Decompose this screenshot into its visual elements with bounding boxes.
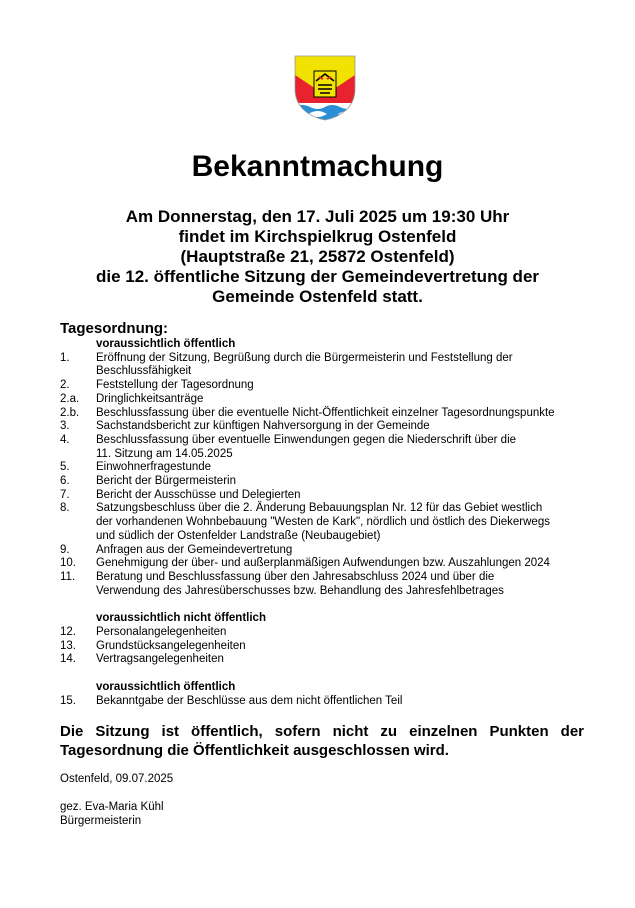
agenda-item-text <box>96 352 590 379</box>
agenda-item-line: Beschlussfassung über eventuelle Einwendungen gegen die Niederschrift über die <box>96 433 517 446</box>
agenda-item-text <box>96 434 590 461</box>
agenda-item-number: 8. <box>60 502 70 515</box>
agenda-item-text <box>96 502 590 543</box>
agenda-item-number: 10. <box>60 557 76 570</box>
agenda-item-line: Verwendung des Jahresüberschusses bzw. Behandlung des Jahresfehlbetrages <box>96 584 504 597</box>
agenda-item-number: 6. <box>60 475 70 488</box>
agenda-item-text <box>96 544 590 558</box>
agenda-item-number: 1. <box>60 351 70 364</box>
agenda-item-number: 2.b. <box>60 406 80 419</box>
agenda-item <box>60 379 590 393</box>
agenda-item-line: Vertragsangelegenheiten <box>96 653 224 666</box>
signatory-role: Bürgermeisterin <box>60 815 142 827</box>
agenda-item <box>60 653 590 667</box>
page-title: Bekanntmachung <box>191 150 444 183</box>
agenda-item-line: Anfragen aus der Gemeindevertretung <box>96 543 293 556</box>
agenda-item <box>60 695 590 709</box>
closing-line: Tagesordnung die Öffentlichkeit ausgeschlossen wird. <box>60 742 449 759</box>
agenda-item-number: 12. <box>60 626 76 639</box>
agenda-item-line: Bekanntgabe der Beschlüsse aus dem nicht öffentlichen Teil <box>96 694 403 707</box>
agenda-item-text <box>96 626 590 640</box>
agenda-item-text <box>96 475 590 489</box>
agenda-item-number: 7. <box>60 488 70 501</box>
agenda-item-text <box>96 379 590 393</box>
agenda-item <box>60 626 590 640</box>
closing-line: Die Sitzung ist öffentlich, sofern nicht zu einzelnen Punkten der <box>60 723 584 740</box>
agenda-item-text <box>96 571 590 598</box>
place-date: Ostenfeld, 09.07.2025 <box>60 773 174 785</box>
agenda-item-line: Grundstücksangelegenheiten <box>96 639 246 652</box>
agenda-item-line: und südlich der Ostenfelder Landstraße (Neubaugebiet) <box>96 529 381 542</box>
agenda-item-number: 5. <box>60 461 70 474</box>
agenda-item-number: 13. <box>60 639 76 652</box>
agenda-item-text <box>96 393 590 407</box>
agenda-item-line: Satzungsbeschluss über die 2. Änderung Bebauungsplan Nr. 12 für das Gebiet westlich <box>96 502 543 515</box>
agenda-item-line: Dringlichkeitsanträge <box>96 392 204 405</box>
agenda-item-text <box>96 420 590 434</box>
agenda-item <box>60 544 590 558</box>
agenda-item-number: 3. <box>60 420 70 433</box>
agenda-item-number: 14. <box>60 653 76 666</box>
agenda-item-line: Bericht der Ausschüsse und Delegierten <box>96 488 301 501</box>
agenda-item <box>60 571 590 598</box>
agenda-item-line: Beratung und Beschlussfassung über den Jahresabschluss 2024 und über die <box>96 570 495 583</box>
agenda-item-line: Beschlussfassung über die eventuelle Nicht-Öffentlichkeit einzelner Tagesordnungspunkte <box>96 406 555 419</box>
agenda-item <box>60 393 590 407</box>
section-gap <box>60 598 590 612</box>
agenda-item-line: der vorhandenen Wohnbebauung "Westen de Kark", nördlich und östlich des Diekerwegs <box>96 516 550 529</box>
agenda-item <box>60 557 590 571</box>
agenda-item-line: Eröffnung der Sitzung, Begrüßung durch die Bürgermeisterin und Feststellung der <box>96 351 513 364</box>
intro-line: Am Donnerstag, den 17. Juli 2025 um 19:30 Uhr <box>125 207 510 226</box>
agenda-item <box>60 352 590 379</box>
intro-line: Gemeinde Ostenfeld statt. <box>212 287 423 306</box>
agenda-item-text <box>96 653 590 667</box>
agenda-item-line: Einwohnerfragestunde <box>96 461 212 474</box>
agenda-item <box>60 407 590 421</box>
agenda-item-number: 2. <box>60 379 70 392</box>
agenda-item <box>60 434 590 461</box>
agenda-section-heading: voraussichtlich nicht öffentlich <box>96 612 266 625</box>
meeting-intro <box>40 207 595 307</box>
signature: gez. Eva-Maria Kühl <box>60 801 164 813</box>
section-gap <box>60 667 590 681</box>
agenda-item-number: 11. <box>60 570 76 583</box>
agenda-item-line: 11. Sitzung am 14.05.2025 <box>96 447 233 460</box>
agenda-item <box>60 502 590 543</box>
agenda-item <box>60 640 590 654</box>
coat-of-arms-icon <box>294 55 356 121</box>
agenda-item <box>60 461 590 475</box>
agenda-item-line: Sachstandsbericht zur künftigen Nahversorgung in der Gemeinde <box>96 420 430 433</box>
agenda-item-number: 15. <box>60 694 76 707</box>
agenda-item-number: 4. <box>60 433 70 446</box>
agenda-item-number: 9. <box>60 543 70 556</box>
agenda-item-line: Beschlussfähigkeit <box>96 365 192 378</box>
closing-note <box>60 722 584 760</box>
intro-line: die 12. öffentliche Sitzung der Gemeindevertretung der <box>95 267 540 286</box>
agenda-item-text <box>96 489 590 503</box>
agenda-item-text <box>96 557 590 571</box>
agenda-list <box>60 338 590 709</box>
agenda-item-line: Genehmigung der über- und außerplanmäßigen Aufwendungen bzw. Auszahlungen 2024 <box>96 557 550 570</box>
intro-line: (Hauptstraße 21, 25872 Ostenfeld) <box>180 247 455 266</box>
agenda-item-number: 2.a. <box>60 392 80 405</box>
intro-line: findet im Kirchspielkrug Ostenfeld <box>178 227 457 246</box>
agenda-item-text <box>96 461 590 475</box>
agenda-item-text <box>96 640 590 654</box>
agenda-item-line: Bericht der Bürgermeisterin <box>96 475 236 488</box>
agenda-section-heading: voraussichtlich öffentlich <box>96 338 236 350</box>
agenda-item <box>60 420 590 434</box>
agenda-item <box>60 475 590 489</box>
agenda-heading: Tagesordnung: <box>60 320 169 337</box>
agenda-item-text <box>96 407 590 421</box>
agenda-item-text <box>96 695 590 709</box>
agenda-item-line: Feststellung der Tagesordnung <box>96 379 254 392</box>
agenda-item <box>60 489 590 503</box>
agenda-section-heading: voraussichtlich öffentlich <box>96 681 236 694</box>
agenda-item-line: Personalangelegenheiten <box>96 626 227 639</box>
